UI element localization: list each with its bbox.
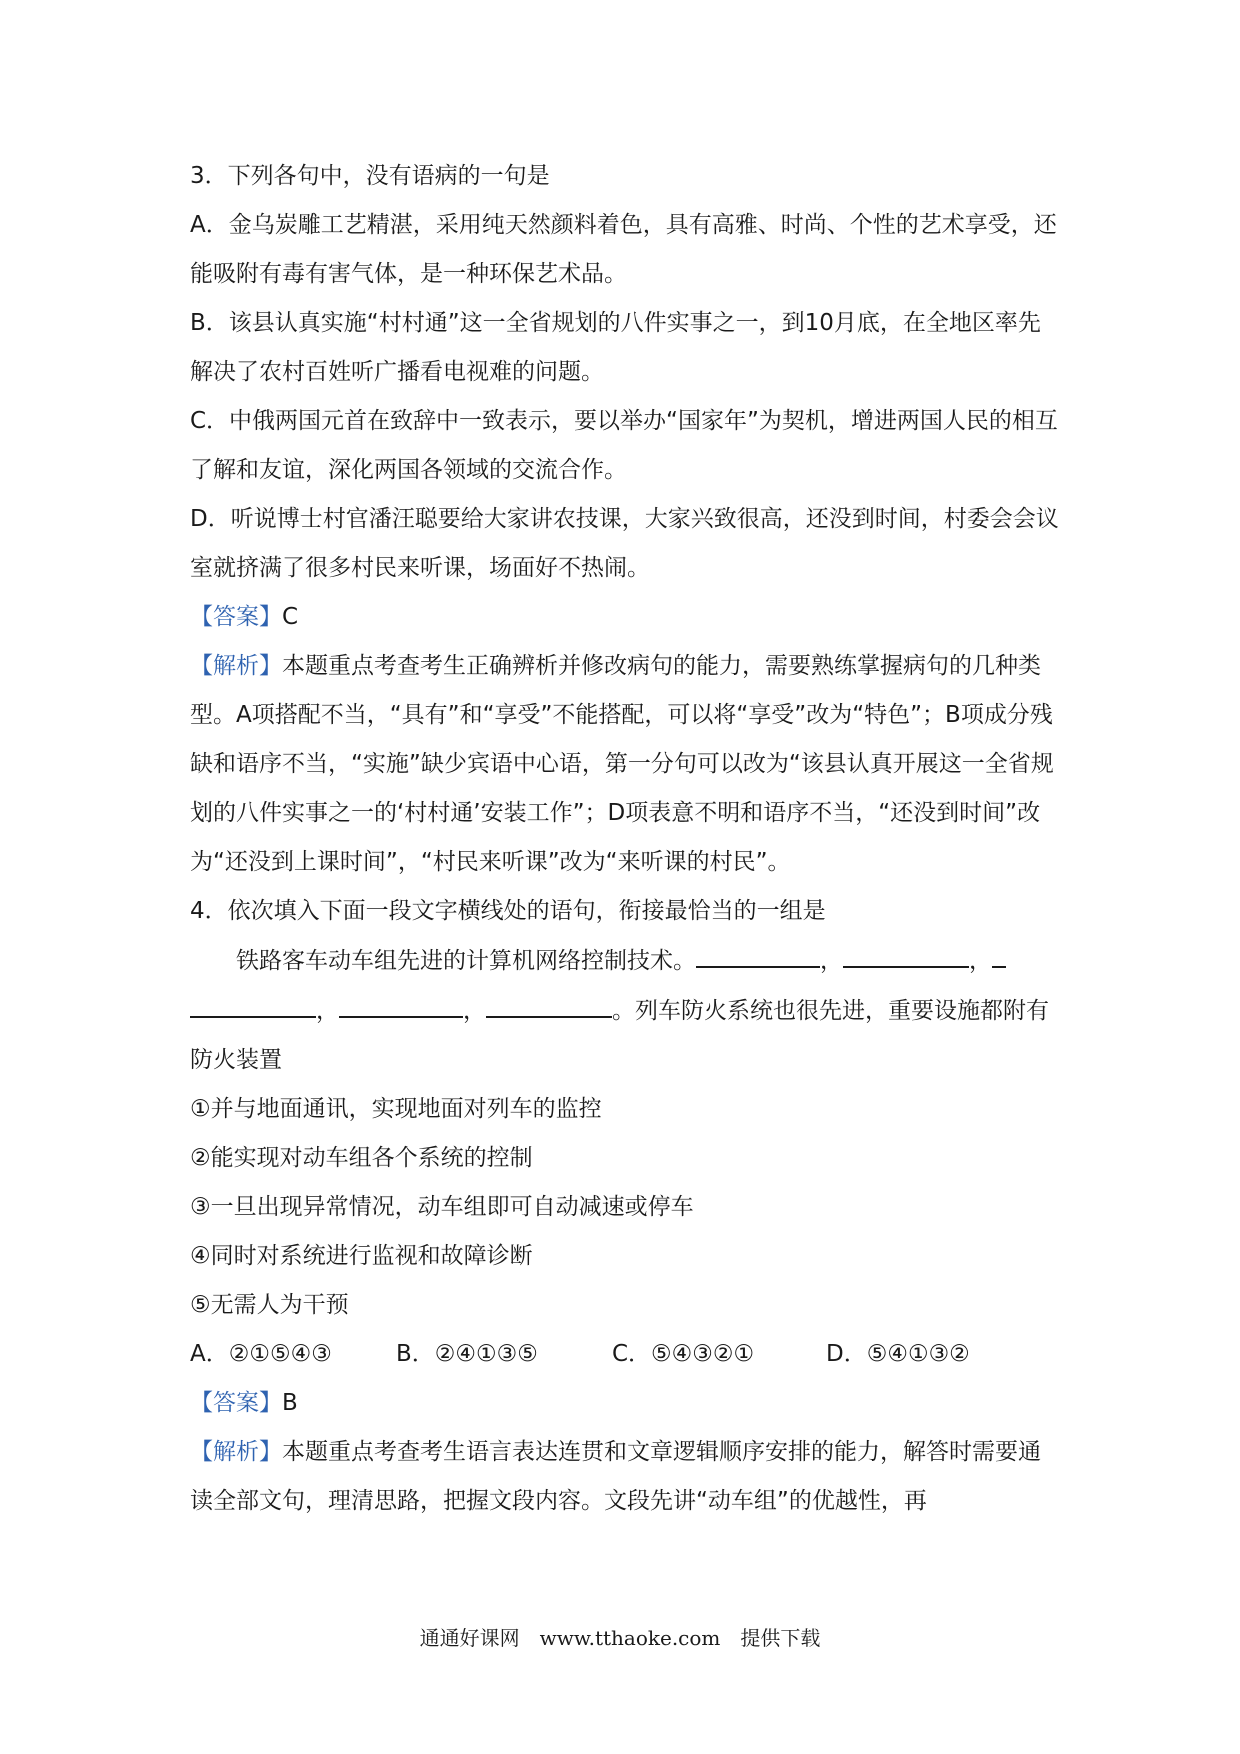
analysis-text: 本题重点考查考生语言表达连贯和文章逻辑顺序安排的能力，解答时需要通读全部文句，理清思路，把握文段内容。文段先讲“动车组”的优越性，再 <box>190 1439 1041 1514</box>
q4-choice-a: A．②①⑤④③ <box>190 1341 332 1367</box>
q4-choice-c: C．⑤④③②① <box>612 1341 755 1367</box>
comma: ， <box>969 948 992 974</box>
page-footer: 通通好课网 www.tthaoke.com 提供下载 <box>419 1626 821 1650</box>
fill-blank-5 <box>486 986 612 1018</box>
fill-blank-4 <box>339 986 463 1018</box>
answer-value: C <box>282 604 299 630</box>
q4-item-5: ⑤无需人为干预 <box>190 1292 349 1318</box>
q3-option-b: B．该县认真实施“村村通”这一全省规划的八件实事之一，到10月底，在全地区率先解决了农村百姓听广播看电视难的问题。 <box>190 310 1041 385</box>
q3-option-c: C．中俄两国元首在致辞中一致表示，要以举办“国家年”为契机，增进两国人民的相互了解和友谊，深化两国各领域的交流合作。 <box>190 408 1058 483</box>
q3-option-d: D．听说博士村官潘汪聪要给大家讲农技课，大家兴致很高，还没到时间，村委会会议室就挤满了很多村民来听课，场面好不热闹。 <box>190 506 1059 581</box>
passage-end: 。列车防火系统也很先进，重要设施都附有防火装置 <box>190 998 1049 1073</box>
answer-tag: 【答案】 <box>190 1390 282 1416</box>
q4-choice-b: B．②④①③⑤ <box>396 1341 538 1367</box>
answer-tag: 【答案】 <box>190 604 282 630</box>
answer-value: B <box>282 1390 298 1416</box>
q4-item-2: ②能实现对动车组各个系统的控制 <box>190 1145 533 1171</box>
analysis-tag: 【解析】 <box>190 653 282 679</box>
q4-item-4: ④同时对系统进行监视和故障诊断 <box>190 1243 533 1269</box>
fill-blank-3b <box>190 986 316 1018</box>
q4-item-3: ③一旦出现异常情况，动车组即可自动减速或停车 <box>190 1194 694 1220</box>
fill-blank-2 <box>843 936 969 968</box>
fill-blank-3a <box>992 936 1006 968</box>
q4-answer <box>190 1379 1060 1428</box>
comma: ， <box>463 998 486 1024</box>
q4-choice-d: D．⑤④①③② <box>826 1341 970 1367</box>
document-body <box>190 152 1060 1526</box>
fill-blank-1 <box>696 936 820 968</box>
q4-choices <box>190 1330 1060 1379</box>
analysis-text: 本题重点考查考生正确辨析并修改病句的能力，需要熟练掌握病句的几种类型。A项搭配不当，“具有”和“享受”不能搭配，可以将“享受”改为“特色”；B项成分残缺和语序不当，“实施”缺少宾语中心语，第一分句可以改为“该县认真开展这一全省规划的八件实事之一的‘村村通’安装工作”；D项表意不明和语序不当，“还没到时间”改为“还没到上课时间”，“村民来听课”改为“来听课的村民”。 <box>190 653 1054 875</box>
comma: ， <box>316 998 339 1024</box>
q3-option-a: A．金乌炭雕工艺精湛，采用纯天然颜料着色，具有高雅、时尚、个性的艺术享受，还能吸附有毒有害气体，是一种环保艺术品。 <box>190 212 1057 287</box>
q3-analysis <box>190 642 1060 887</box>
q4-item-1: ①并与地面通讯，实现地面对列车的监控 <box>190 1096 602 1122</box>
analysis-tag: 【解析】 <box>190 1439 282 1465</box>
q4-stem: 4．依次填入下面一段文字横线处的语句，衔接最恰当的一组是 <box>190 898 826 924</box>
q3-answer <box>190 593 1060 642</box>
q4-analysis <box>190 1428 1060 1526</box>
q4-passage <box>190 936 1060 1085</box>
q3-stem: 3．下列各句中，没有语病的一句是 <box>190 163 550 189</box>
passage-start: 铁路客车动车组先进的计算机网络控制技术。 <box>236 948 696 974</box>
comma: ， <box>820 948 843 974</box>
